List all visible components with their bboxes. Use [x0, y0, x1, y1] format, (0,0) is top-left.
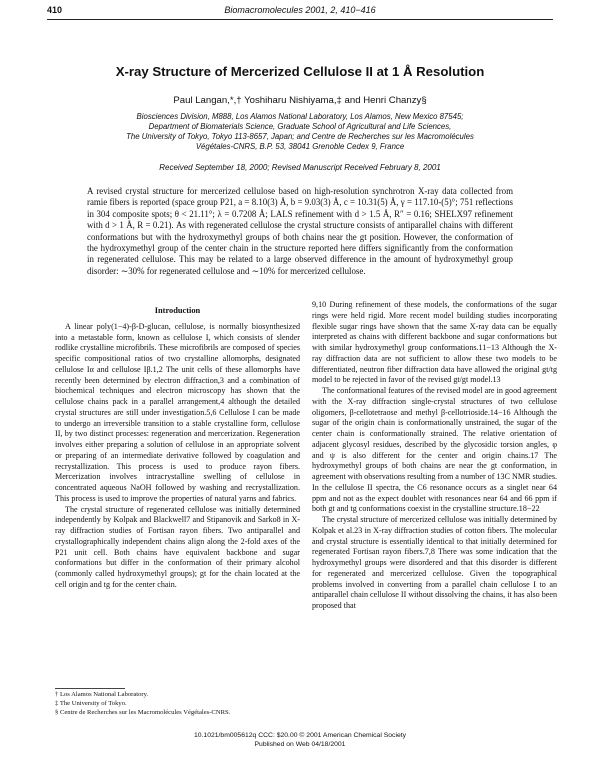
- author-list: Paul Langan,*,† Yoshiharu Nishiyama,‡ and Henri Chanzy§: [173, 95, 427, 106]
- doi-line: 10.1021/bm005612q CCC: $20.00 © 2001 American Chemical Society: [193, 732, 407, 739]
- page-number: 410: [47, 5, 63, 15]
- body-paragraph: 9,10 During refinement of these models, the conformations of the sugar rings were held rigid. More recent model building studies incorporating flexible sugar rings have shown that the same X-ray data can be equally interpreted as chains with different backbone and sugar conformations but with similar hydroxymethyl group conformations.11−13 Although the X-ray diffraction data are not sufficient to allow these two models to be differentiated, neutron fiber diffraction data have allowed the original gt/tg model to be rejected in favor of the revised gt/gt model.13: [312, 300, 557, 385]
- body-paragraph: The crystal structure of regenerated cellulose was initially determined independently by Kolpak and Blackwell7 and Stipanovik and Sarko8 in X-ray diffraction studies of Fortisan rayon fibers. Two antiparallel and crystallographically independent chains align along the 2-fold axes of the P21 unit cell. Both chains have equivalent backbone and sugar conformations but differ in the conformation of their primary alcohol (commonly called hydroxymethyl groups); gt for the chain located at the cell origin and tg for the center chain.: [55, 504, 300, 589]
- received-dates: Received September 18, 2000; Revised Manuscript Received February 8, 2001: [159, 163, 441, 172]
- publication-date: Published on Web 04/18/2001: [254, 741, 346, 748]
- affiliations: [60, 112, 540, 152]
- body-paragraph: The conformational features of the revised model are in good agreement with the X-ray diffraction single-crystal structures of two cellulose oligomers, β-cellotetraose and methyl β-cellotrioside.14−16 Although the sugar of the origin chain is conformationally unstrained, the sugar of the center chain is conformationally strained. The relative orientation of adjacent glycosyl residues, described by the glycosidic torsion angles, φ and ψ is also different for the center and origin chains.17 The hydroxymethyl groups of both chains are near the gt conformation, in agreement with observations resulting from a number of 13C NMR studies. In the cellulose II spectra, the C6 resonance occurs as a singlet near 64 ppm and not as the expect doublet with resonances near 64 and 66 ppm if both gt and tg conformations coexist in the crystalline structure.18−22: [312, 386, 557, 514]
- right-column: [312, 300, 557, 612]
- body-paragraph: A linear poly(1−4)-β-D-glucan, cellulose, is normally biosynthesized into a metastable form, known as cellulose I, which consists of slender rodlike crystalline microfibrils. These microfibrils are composed of species specific compositional ratios of two crystalline allomorphs, designated cellulose Iα and cellulose Iβ.1,2 The unit cells of these allomorphs have recently been determined by electron diffraction,3 and a combination of biochemical techniques and electron microscopy has shown that the cellulose chains pack in a parallel arrangement,4 although the detailed crystal structures are still under investigation.5,6 Cellulose I can be made to undergo an irreversible transition to a stable crystalline form, cellulose II, by two distinct processes: regeneration and mercerization. Regeneration involves either preparing a solution of cellulose in an appropriate solvent or preparing of an intermediate derivative followed by coagulation and recrystallization. This process is used to produce rayon fibers. Mercerization involves intracrystalline swelling of cellulose in concentrated aqueous NaOH followed by washing and recrystallization. This process is used to improve the properties of natural yarns and fabrics.: [55, 321, 300, 503]
- paper-title: X-ray Structure of Mercerized Cellulose II at 1 Å Resolution: [115, 64, 485, 79]
- footnote: † Los Alamos National Laboratory.: [55, 691, 149, 698]
- body-paragraph: The crystal structure of mercerized cellulose was initially determined by Kolpak et al.23 in X-ray diffraction studies of cotton fibers. The molecular and crystal structure is essentially identical to that initially determined for regenerated Fortisan rayon fibers.7,8 There was some indication that the hydroxymethyl groups were disordered and that this disorder is different for regenerated and mercerized cellulose. Given the topographical problems involved in converting from a parallel chain cellulose I to an antiparallel chain cellulose II without dissolving the chains, it has also been proposed that: [312, 515, 557, 610]
- left-column: [55, 306, 300, 591]
- section-heading: Introduction: [154, 306, 201, 315]
- running-header: [47, 5, 553, 19]
- affiliation-line: Végétales-CNRS, B.P. 53, 38041 Grenoble Cedex 9, France: [195, 142, 405, 151]
- affiliation-line: Biosciences Division, M888, Los Alamos National Laboratory, Los Alamos, New Mexico 87545;: [136, 112, 464, 121]
- abstract: A revised crystal structure for mercerized cellulose based on high-resolution synchrotron X-ray data collected from ramie fibers is reported (space group P21, a = 8.10(3) Å, b = 9.03(3) Å, c = 10.31(5) Å, γ = 117.10-(5)°; 751 reflections in 304 composite spots; θ < 21.11°; λ = 0.7208 Å; LALS refinement with d > 1.5 Å, R″ = 0.16; SHELX97 refinement with d > 1 Å, R = 0.21). As with regenerated cellulose the crystal structure consists of antiparallel chains with different conformations but with the hydroxymethyl groups of both chains near the gt position. However, the conformation of the hydroxymethyl group of the center chain in the structure reported here differs significantly from the conformation in regenerated cellulose. This may be related to a large observed difference in the amount of hydroxymethyl group disorder: ∼30% for regenerated cellulose and ∼10% for mercerized cellulose.: [87, 186, 513, 276]
- footnote: § Centre de Recherches sur les Macromolécules Végétales-CNRS.: [55, 709, 231, 716]
- journal-citation: Biomacromolecules 2001, 2, 410−416: [224, 5, 376, 15]
- footnote-rule: [55, 688, 125, 689]
- affiliation-line: Department of Biomaterials Science, Graduate School of Agricultural and Life Sciences,: [148, 122, 452, 131]
- affiliation-line: The University of Tokyo, Tokyo 113-8657, Japan; and Centre de Recherches sur les Macromolécules: [126, 132, 474, 141]
- footnote: ‡ The University of Tokyo.: [55, 700, 127, 707]
- header-rule: [47, 19, 553, 20]
